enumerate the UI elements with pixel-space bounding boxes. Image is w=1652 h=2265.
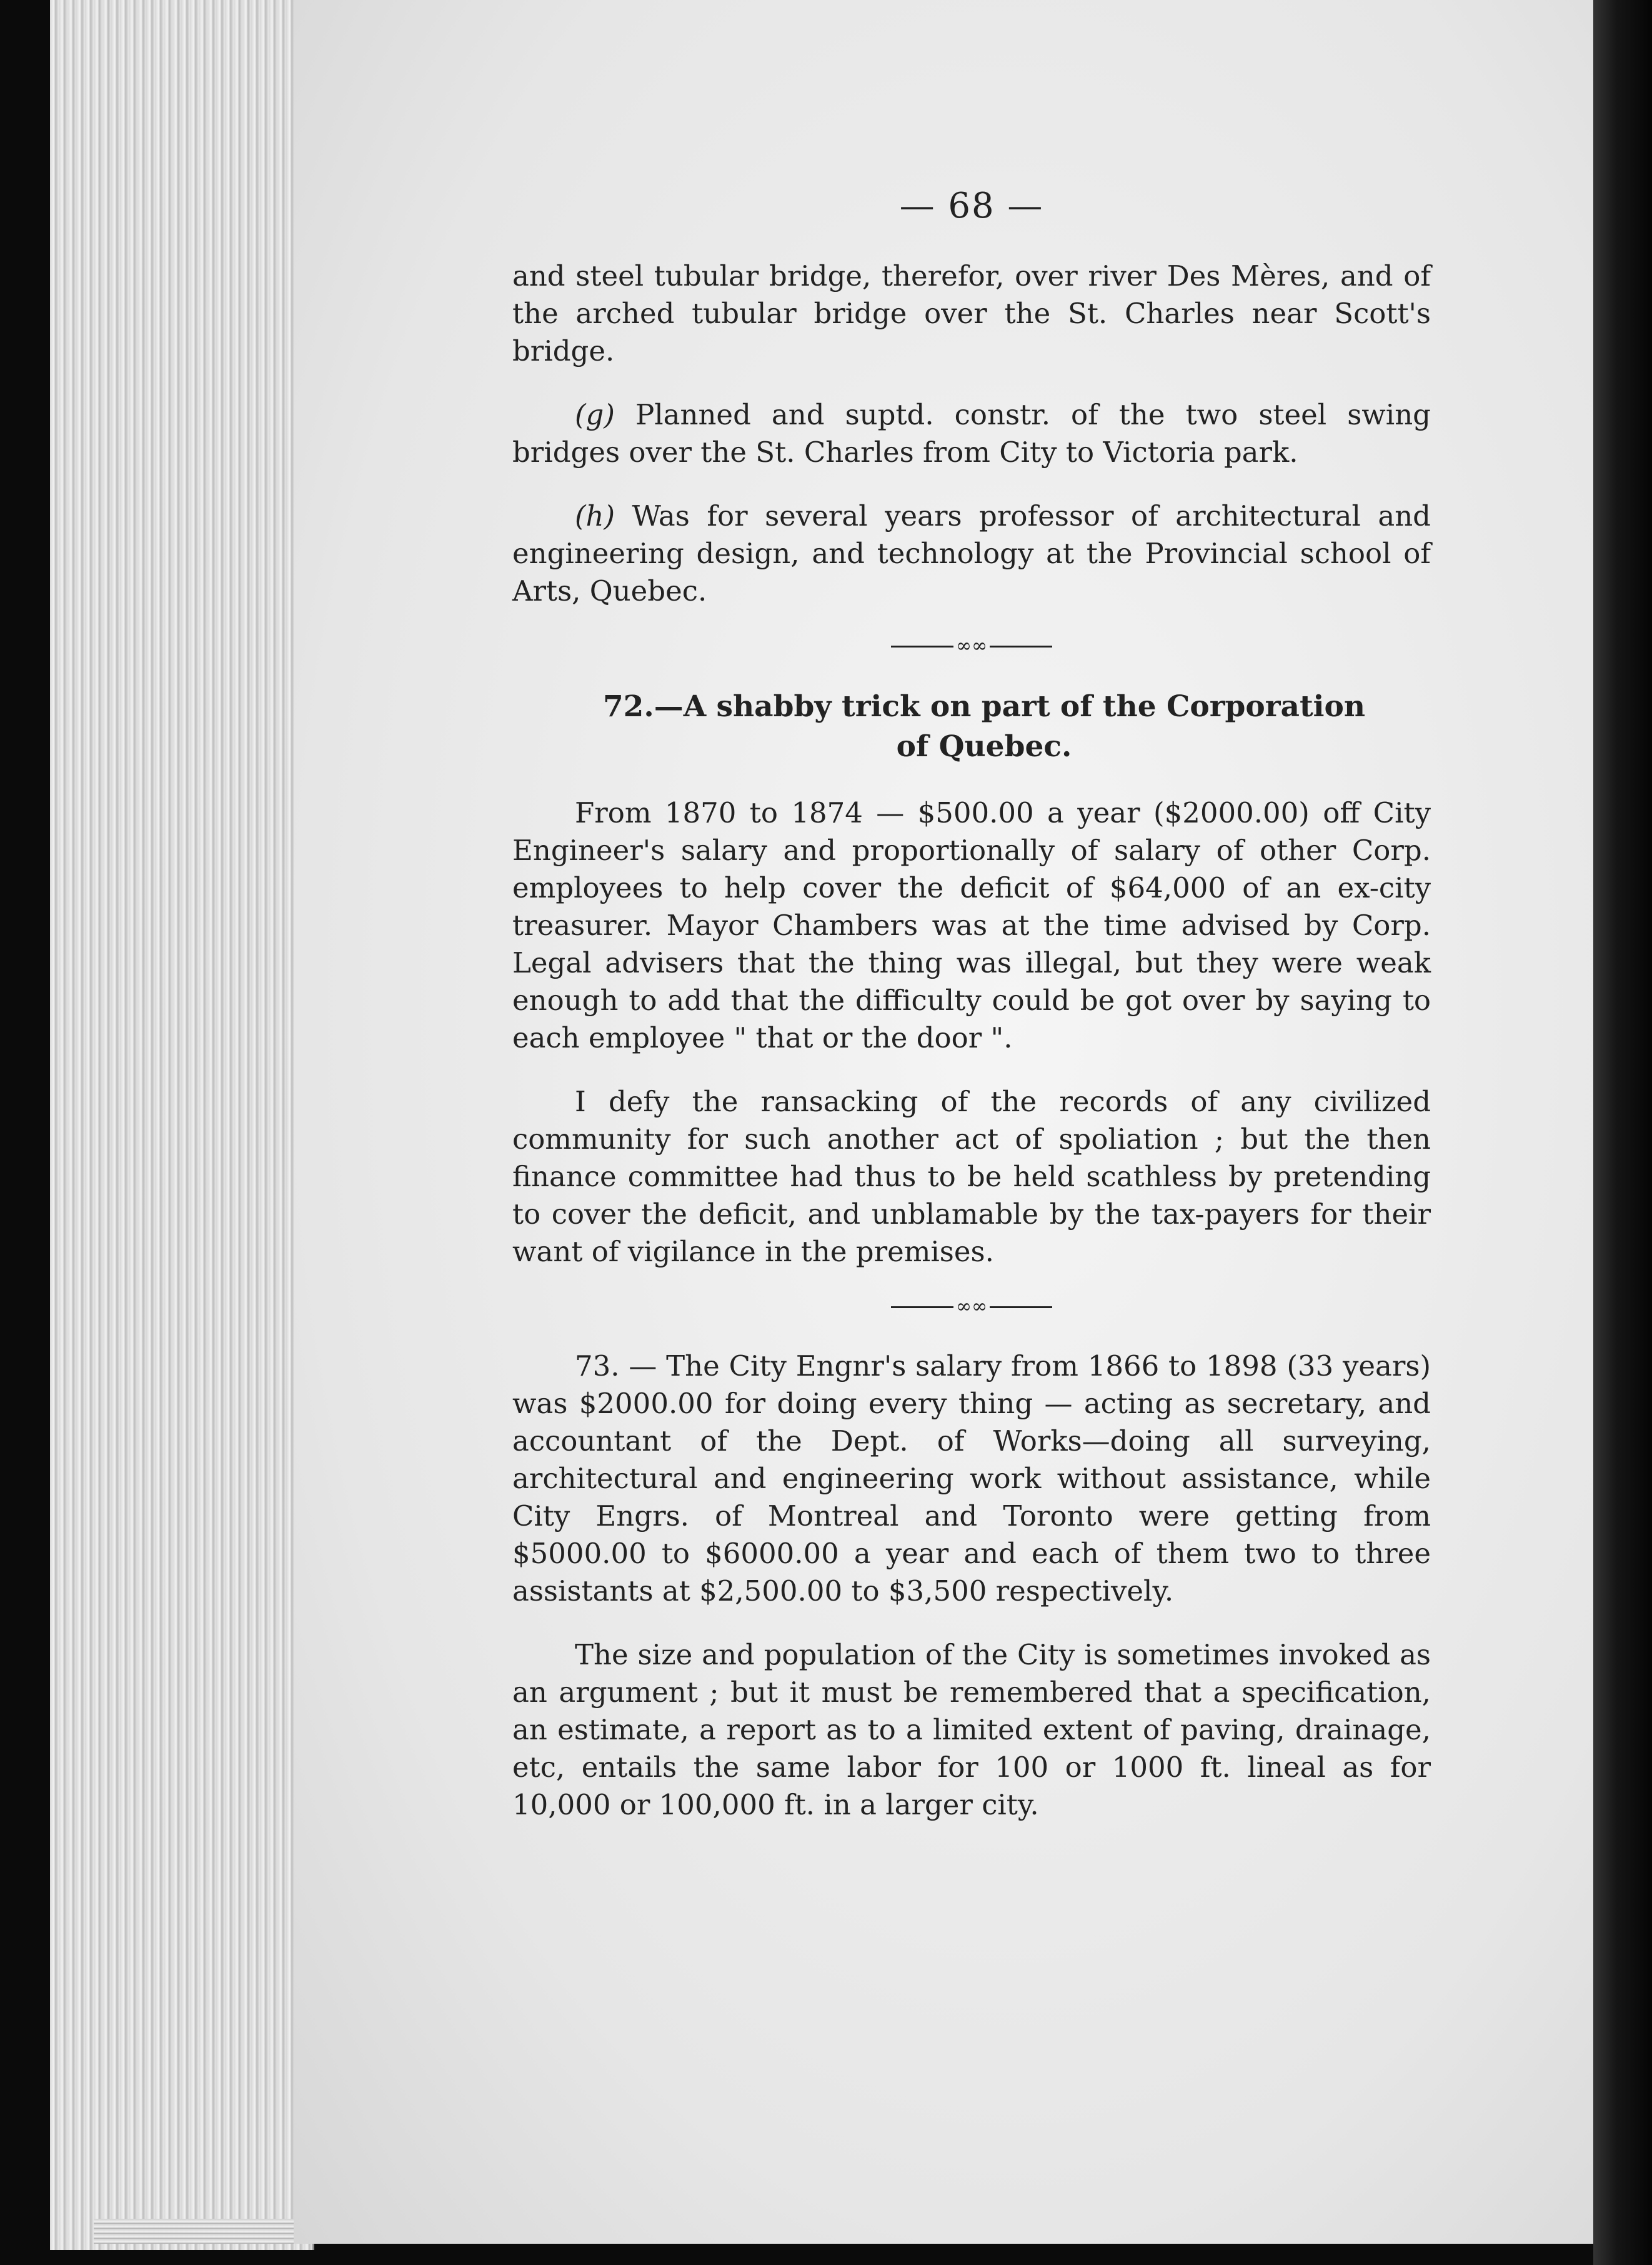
item-g bbox=[512, 396, 1431, 471]
item-h-marker: (h) bbox=[575, 499, 615, 532]
scan-border bbox=[1593, 0, 1652, 2265]
item-g-text: Planned and suptd. constr. of the two steel swing bridges over the St. Charles from City to Victoria park. bbox=[512, 398, 1431, 469]
divider-ornament: ∞∞ bbox=[956, 1296, 987, 1318]
page-number: — 68 — bbox=[899, 186, 1044, 226]
section-73-paragraph-2: The size and population of the City is sometimes invoked as an argument ; but it must be remembered that a specification, an estimate, a report as to a limited extent of paving, drainage, etc, entails the same labor for 100 or 1000 ft. lineal as for 10,000 or 100,000 ft. in a larger city. bbox=[512, 1638, 1431, 1821]
section-divider bbox=[890, 1297, 1053, 1316]
item-h bbox=[512, 498, 1431, 610]
section-72-heading bbox=[512, 687, 1431, 767]
page-stack-edge bbox=[50, 0, 314, 2250]
section-72-heading-line2: of Quebec. bbox=[896, 729, 1072, 764]
page-content bbox=[512, 188, 1431, 1850]
section-divider bbox=[890, 636, 1053, 656]
continuation-paragraph: and steel tubular bridge, therefor, over river Des Mères, and of the arched tubular bridge over the St. Charles near Scott's bridge. bbox=[512, 259, 1431, 368]
divider-ornament: ∞∞ bbox=[956, 635, 987, 657]
section-72-paragraph-2: I defy the ransacking of the records of any civilized community for such another act of spoliation ; but the then finance committee had thus to be held scathless by pretending to cover the deficit, and unblamable by the tax-payers for their want of vigilance in the premises. bbox=[512, 1085, 1431, 1268]
section-73-paragraph-1: 73. — The City Engnr's salary from 1866 to 1898 (33 years) was $2000.00 for doing every thing — acting as secretary, and accountant of the Dept. of Works—doing all surveying, architectural and engineering work without assistance, while City Engrs. of Montreal and Toronto were getting from $5000.00 to $6000.00 a year and each of them two to three assistants at $2,500.00 to $3,500 respectively. bbox=[512, 1349, 1431, 1608]
item-h-text: Was for several years professor of architectural and engineering design, and technology at the Provincial school of Arts, Quebec. bbox=[512, 499, 1431, 608]
item-g-marker: (g) bbox=[575, 398, 615, 431]
section-72-heading-line1: 72.—A shabby trick on part of the Corporation bbox=[602, 689, 1366, 724]
section-72-paragraph-1: From 1870 to 1874 — $500.00 a year ($2000.00) off City Engineer's salary and proportionally of salary of other Corp. employees to help cover the deficit of $64,000 of an ex-city treasurer. Mayor Chambers was at the time advised by Corp. Legal advisers that the thing was illegal, but they were weak enough to add that the difficulty could be got over by saying to each employee " that or the door ". bbox=[512, 796, 1431, 1054]
